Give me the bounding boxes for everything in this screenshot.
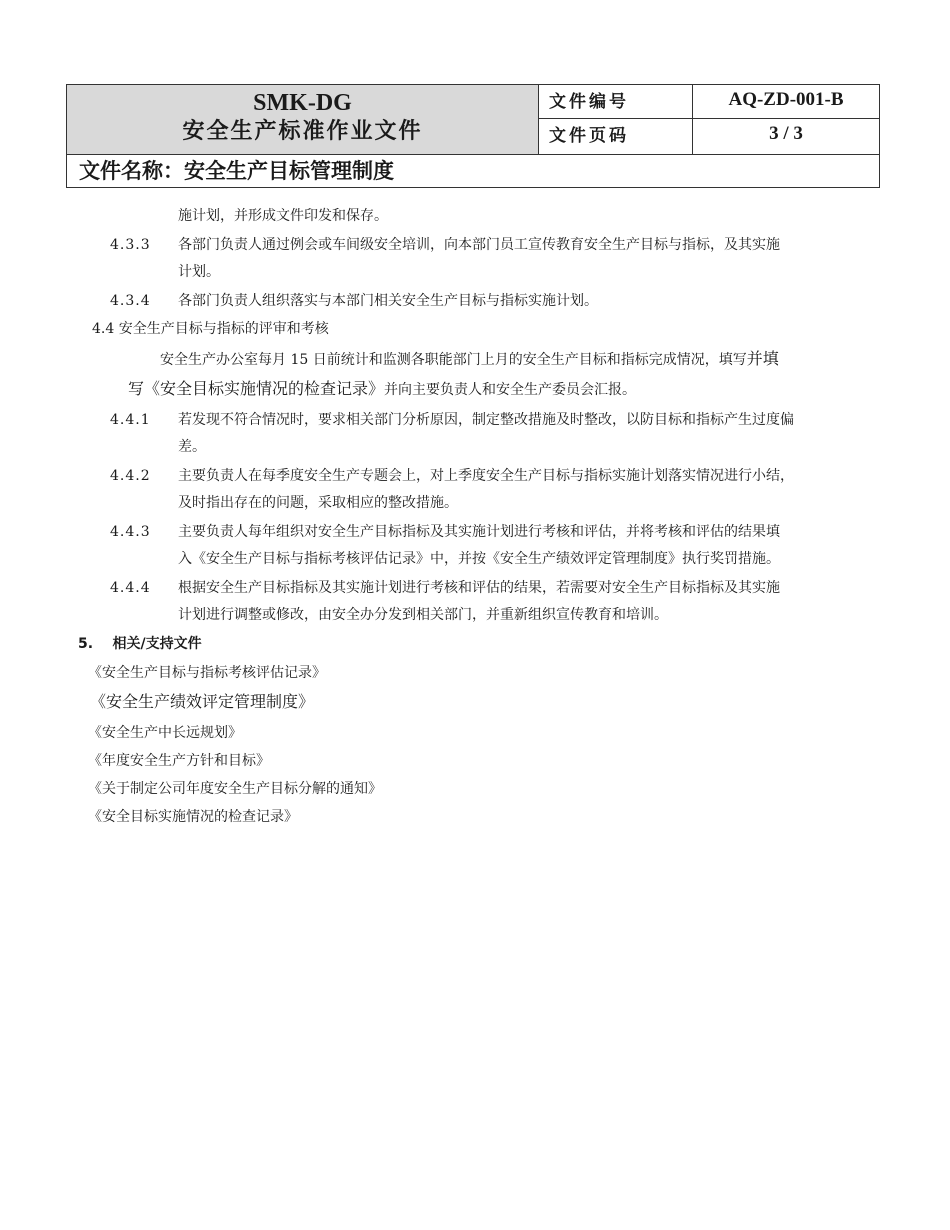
document-name: 文件名称：安全生产目标管理制度 <box>79 159 394 183</box>
clause-text: 根据安全生产目标指标及其实施计划进行考核和评估的结果，若需要对安全生产目标指标及其实施 <box>178 580 780 596</box>
doc-number-value: AQ-ZD-001-B <box>693 85 879 119</box>
page-number-value: 3 / 3 <box>693 119 879 155</box>
clause-text: 及时指出存在的问题，采取相应的整改措施。 <box>178 495 458 511</box>
clause-text: 主要负责人每年组织对安全生产目标指标及其实施计划进行考核和评估，并将考核和评估的结果填 <box>178 524 780 540</box>
clause-text: 入《安全生产目标与指标考核评估记录》中，并按《安全生产绩效评定管理制度》执行奖罚措施。 <box>178 551 780 567</box>
clause-text: 各部门负责人组织落实与本部门相关安全生产目标与指标实施计划。 <box>178 293 598 309</box>
related-document: 《安全生产目标与指标考核评估记录》 <box>88 665 326 681</box>
document-header <box>66 84 880 188</box>
company-name: SMK-DG <box>253 90 352 116</box>
clause-number: 4.3.3 <box>110 237 151 253</box>
related-document: 《安全生产绩效评定管理制度》 <box>90 692 315 711</box>
clause-number: 4.3.4 <box>110 293 151 309</box>
clause-number: 4.4.4 <box>110 580 151 596</box>
clause-number: 4.4.1 <box>110 412 151 428</box>
section-heading: 4.4 安全生产目标与指标的评审和考核 <box>92 321 329 337</box>
header-title-block <box>67 85 539 155</box>
continuation-line: 施计划，并形成文件印发和保存。 <box>178 208 388 224</box>
paragraph-part: 并填 <box>746 349 779 368</box>
page-number-label: 文件页码 <box>539 119 693 155</box>
paragraph-part: 安全生产办公室每月 15 日前统计和监测各职能部门上月的安全生产目标和指标完成情况，填写 <box>160 352 747 368</box>
clause-text: 主要负责人在每季度安全生产专题会上，对上季度安全生产目标与指标实施计划落实情况进行小结， <box>178 468 794 484</box>
related-document: 《年度安全生产方针和目标》 <box>88 753 270 769</box>
clause-number: 4.4.2 <box>110 468 151 484</box>
paragraph-part: 并向主要负责人和安全生产委员会汇报。 <box>384 382 637 398</box>
paragraph-text <box>128 379 636 400</box>
document-type: 安全生产标准作业文件 <box>182 119 423 144</box>
clause-text: 差。 <box>178 439 206 455</box>
related-document: 《关于制定公司年度安全生产目标分解的通知》 <box>88 781 382 797</box>
clause-text: 计划。 <box>178 264 220 280</box>
related-document: 《安全目标实施情况的检查记录》 <box>88 809 298 825</box>
clause-text: 若发现不符合情况时，要求相关部门分析原因，制定整改措施及时整改，以防目标和指标产生过度偏 <box>178 412 794 428</box>
related-document: 《安全生产中长远规划》 <box>88 725 242 741</box>
paragraph-text <box>160 349 779 370</box>
clause-number: 4.4.3 <box>110 524 151 540</box>
section-5-heading: 5. 相关/支持文件 <box>78 636 202 652</box>
clause-text: 计划进行调整或修改，由安全办分发到相关部门，并重新组织宣传教育和培训。 <box>178 607 668 623</box>
doc-number-label: 文件编号 <box>539 85 693 119</box>
clause-text: 各部门负责人通过例会或车间级安全培训，向本部门员工宣传教育安全生产目标与指标，及其实施 <box>178 237 780 253</box>
form-reference: 写《安全目标实施情况的检查记录》 <box>128 379 385 398</box>
